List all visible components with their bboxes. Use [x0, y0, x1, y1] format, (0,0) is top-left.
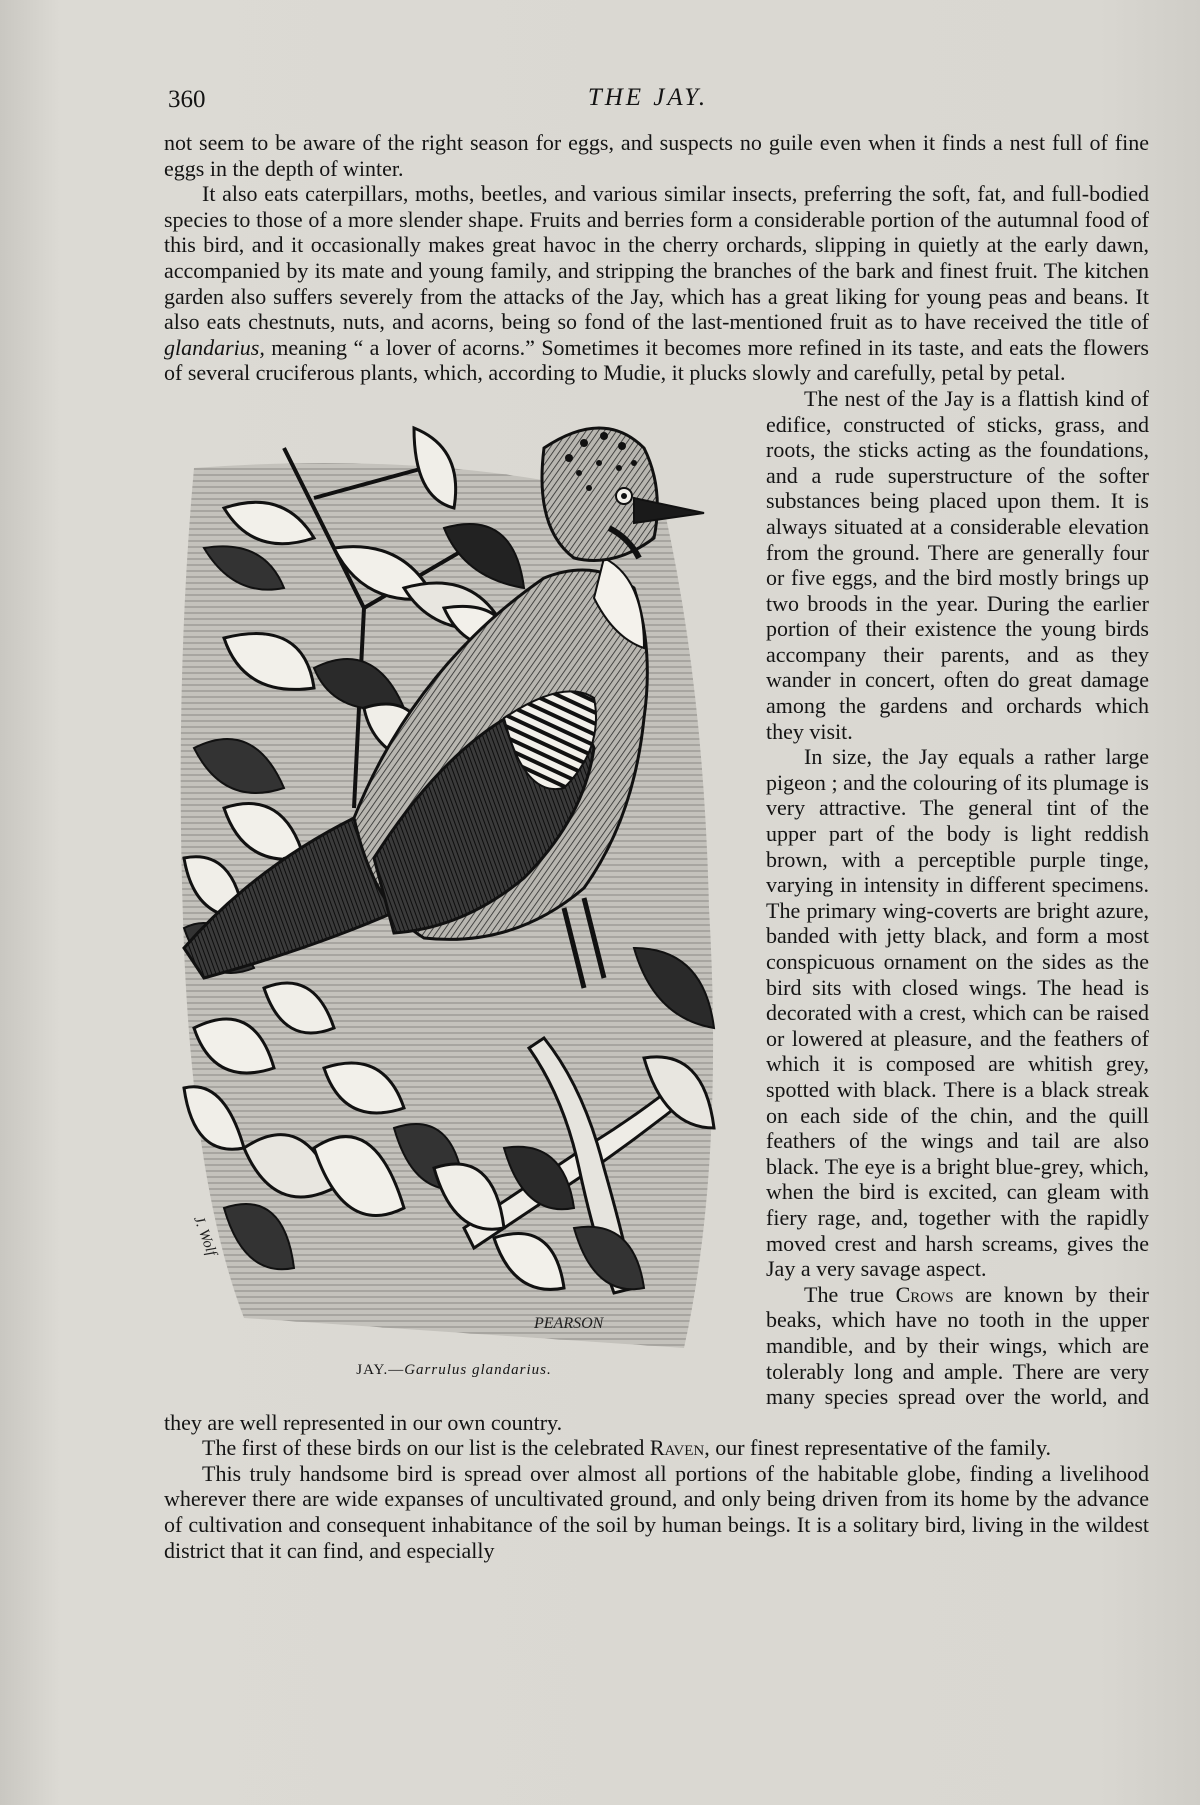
jay-engraving — [164, 388, 744, 1398]
paragraph-6-text-a: The first of these birds on our list is the celebrated — [202, 1435, 650, 1461]
jay-illustration — [164, 388, 744, 1398]
figure-caption — [164, 1358, 744, 1384]
paragraph-2 — [164, 181, 1149, 386]
running-title: THE JAY. — [587, 84, 709, 111]
page-number: 360 — [168, 86, 206, 113]
caption-label: JAY.— — [356, 1362, 405, 1379]
paragraph-7: This truly handsome bird is spread over almost all portions of the habitable globe, finding a livelihood wherever there are wide expanses of uncultivated ground, and only being driven from its home by the advance of cultivation and consequent inhabitance of the soil by human beings. It is a solitary bird, living in the wildest district that it can find, and especially — [164, 1460, 1149, 1563]
paragraph-1: not seem to be aware of the right season for eggs, and suspects no guile even when it finds a nest full of fine eggs in the depth of winter. — [164, 130, 1149, 181]
paragraph-4: In size, the Jay equals a rather large pigeon ; and the colouring of its plumage is very attractive. The general tint of the upper part of the body is light reddish brown, with a perceptible purple tinge, varying in intensity in different specimens. The primary wing-coverts are bright azure, banded with jetty black, and form a most conspicuous ornament on the sides as the bird sits with closed wings. The head is decorated with a crest, which can be raised or lowered at pleasure, and the feathers of which it is composed are whitish grey, spotted with black. There is a black streak on each side of the chin, and the quill feathers of the wings and tail are also black. The eye is a bright blue-grey, which, when the bird is excited, can gleam with fiery rage, and, together with the rapidly moved crest and harsh screams, gives the Jay a very savage aspect. — [766, 744, 1149, 1282]
engraver-signature-left: J. Wolf — [190, 1213, 220, 1258]
paragraph-3: The nest of the Jay is a flattish kind of edifice, constructed of sticks, grass, and roots, the sticks acting as the foundations, and a rude superstructure of the softer substances being placed upon them. It is always situated at a considerable elevation from the ground. There are generally four or five eggs, and the bird mostly brings up two broods in the year. During the earlier portion of their existence the young birds accompany their parents, and as they wander in concert, often do great damage among the gardens and orchards which they visit. — [766, 385, 1149, 744]
jay-beak — [634, 498, 704, 523]
paragraph-6-text-b: , our finest representative of the family. — [704, 1435, 1052, 1461]
term-crows: Crows — [895, 1281, 954, 1307]
engraver-signature-right: PEARSON — [534, 1314, 604, 1332]
term-raven: Raven — [649, 1435, 705, 1461]
page-header — [168, 80, 1128, 120]
paragraph-6 — [164, 1435, 1149, 1461]
paragraph-5-text-b: are known by their beaks, which have no tooth in the upper mandible, and by their wings, which are tolerably long and ample. There are very many species spread over the world, and they are well represented in our own country. — [164, 1281, 1149, 1435]
jay-head — [542, 428, 657, 561]
article-body — [164, 130, 1149, 1563]
paragraph-2-text-b: meaning “ a lover of acorns.” Sometimes it becomes more refined in its taste, and eats the flowers of several cruciferous plants, which, according to Mudie, it plucks slowly and carefully, petal by petal. — [164, 334, 1149, 386]
caption-latin-name: Garrulus glandarius. — [404, 1362, 552, 1379]
paragraph-2-text-a: It also eats caterpillars, moths, beetles, and various similar insects, preferring the soft, fat, and full-bodied species to those of a more slender shape. Fruits and berries form a considerable portion of the autumnal food of this bird, and it occasionally makes great havoc in the cherry orchards, slipping in quietly at the early dawn, accompanied by its mate and young family, and stripping the branches of the bark and finest fruit. The kitchen garden also suffers severely from the attacks of the Jay, which has a great liking for young peas and beans. It also eats chestnuts, nuts, and acorns, being so fond of the last-mentioned fruit as to have received the title of — [164, 181, 1149, 335]
latin-term-glandarius: glandarius, — [164, 334, 265, 360]
paragraph-5-text-a: The true — [804, 1281, 896, 1307]
